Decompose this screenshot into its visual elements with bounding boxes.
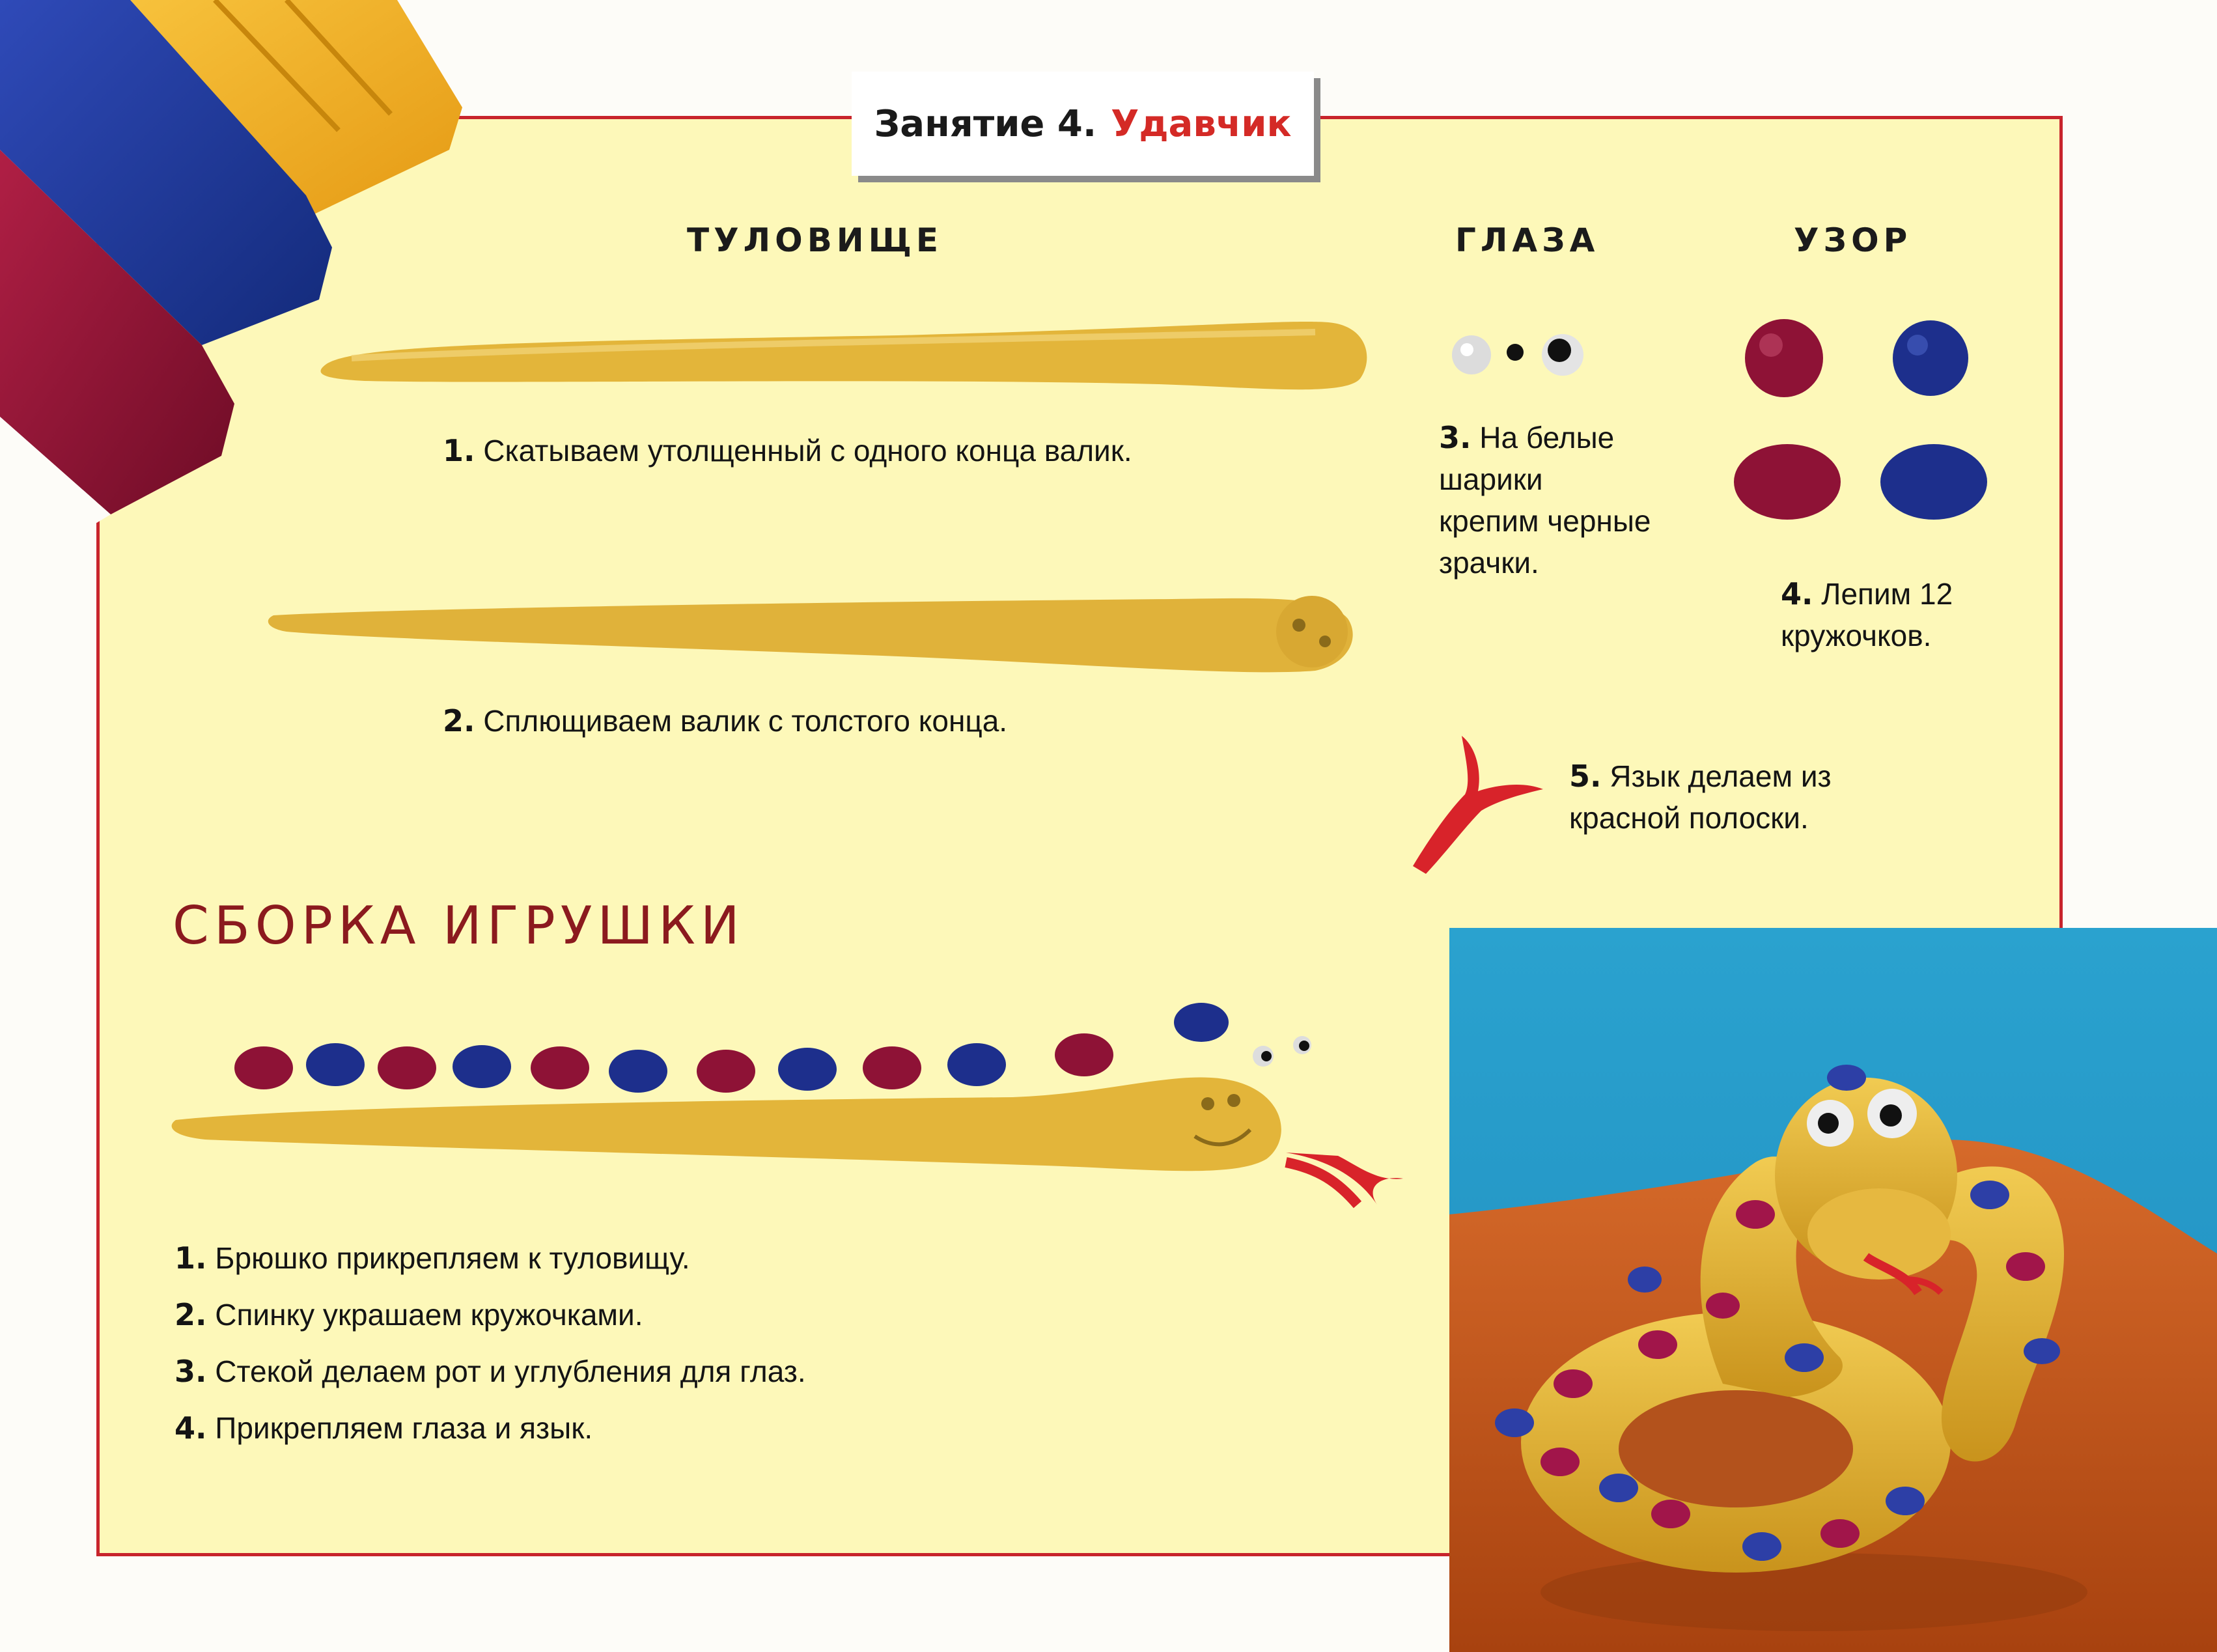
assembly-step-1 [174,1240,690,1276]
assembly-step-4 [174,1410,593,1446]
pattern-step [1781,573,1953,656]
lesson-title [852,72,1314,176]
assembly-title: СБОРКА ИГРУШКИ [173,895,745,956]
assembly-step-2-text: Спинку украшаем кружочками. [215,1298,643,1332]
assembly-step-3 [174,1354,806,1389]
eyes-step-line-3: крепим черные [1439,504,1651,538]
assembly-illustration [166,990,1403,1250]
eyes-step-line-1: На белые [1479,421,1615,455]
assembly-step-1-number: 1. [174,1240,207,1276]
assembly-step-3-text: Стекой делаем рот и углубления для глаз. [215,1354,806,1388]
heading-body: ТУЛОВИЩЕ [687,221,943,259]
heading-pattern: УЗОР [1794,221,1912,259]
pattern-step-line-2: кружочков. [1781,619,1932,652]
eyes-icon [1442,322,1598,387]
eyes-step-number: 3. [1439,420,1471,455]
clay-roll-flattened-icon [260,580,1367,690]
assembly-step-3-number: 3. [174,1354,207,1389]
tongue-step-number: 5. [1569,759,1602,794]
eyes-step [1439,417,1651,583]
body-step-2-text: Сплющиваем валик с толстого конца. [483,704,1008,738]
tongue-icon [1400,729,1550,879]
assembly-step-1-text: Брюшко прикрепляем к туловищу. [215,1241,690,1275]
body-step-2-number: 2. [443,703,475,738]
tongue-step-line-2: красной полоски. [1569,801,1809,835]
tongue-step-line-1: Язык делаем из [1610,759,1832,793]
assembly-step-2 [174,1297,643,1332]
plasticine-bars-icon [0,0,482,534]
body-step-1-text: Скатываем утолщенный с одного конца валик. [483,434,1132,468]
pattern-step-line-1: Лепим 12 [1821,577,1953,611]
lesson-name: Удавчик [1111,102,1292,145]
dots-icon [1725,306,1999,534]
assembly-step-2-number: 2. [174,1297,207,1332]
heading-eyes: ГЛАЗА [1455,221,1600,259]
eyes-step-line-4: зрачки. [1439,546,1539,580]
tongue-step [1569,755,1832,839]
assembly-step-4-number: 4. [174,1410,207,1446]
eyes-step-line-2: шарики [1439,462,1543,496]
snake-photo [1449,928,2217,1652]
body-step-1-number: 1. [443,433,475,468]
body-step-1 [443,430,1132,471]
pattern-step-number: 4. [1781,576,1813,611]
assembly-step-4-text: Прикрепляем глаза и язык. [215,1411,593,1445]
lesson-number: Занятие 4. [874,102,1097,145]
clay-roll-icon [313,306,1380,410]
body-step-2 [443,700,1007,742]
